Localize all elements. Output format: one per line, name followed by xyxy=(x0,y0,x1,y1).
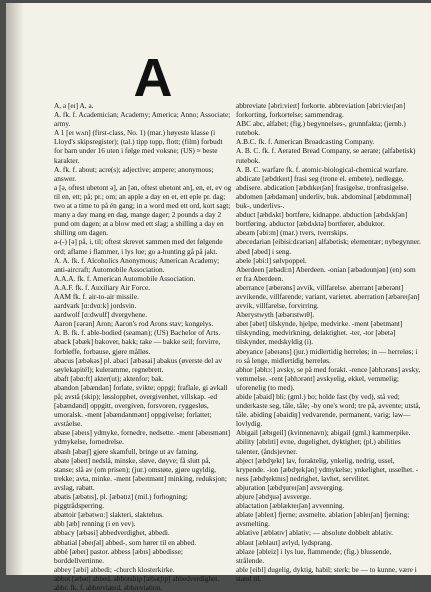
dictionary-page xyxy=(6,3,431,592)
dictionary-entry: ablative [æblətɪv] ablativ; — absolute dobbelt ablativ. xyxy=(236,528,393,538)
dictionary-entry: abbreviate [əbri:vieɪt] forkorte. abbreviation [əbri:vieɪʃən] forkorting, forkortelse; sammendrag. xyxy=(236,101,406,120)
dictionary-entry: abjuration [æbdʒureɪʃən] avsverging. xyxy=(236,482,344,492)
dictionary-entry: aberrance [æberəns] avvik, villfarelse. aberrant [æberənt] avvikende, villfarende; variant, varietet. aberration [æbəreɪʃən] avvik, villfarelse, forvirring. xyxy=(236,282,420,311)
dictionary-entry: A 1 [eɪ wʌn] (first-class, No. 1) (mar.) høyeste klasse (i Lloyd's skipsregister); (tal.) tipp topp, flott; (film) forbudt for barn under 16 uten i følge med voksne; (US) ≈ beste karakter. xyxy=(54,128,223,165)
dictionary-entry: abdicate [æbdɪkeɪt] frasi seg (trone el. embete), nedlegge, abdisere. abdication [æbdɪkeɪʃən] frasigelse, tronfrasigelse. xyxy=(236,173,409,192)
binding-shadow xyxy=(6,3,24,575)
dictionary-entry: Aaron [ɛərən] Aron; Aaron's rod Arons stav; kongelys. xyxy=(54,319,214,329)
dictionary-entry: abhor [əbhɔ:] avsky, se på med forakt. -rence [əbhɔrəns] avsky, vemmelse. -rent [əbhɔrənt] avskyelig, ekkel, vemmelig; uforenelig (to med). xyxy=(236,364,421,392)
dictionary-entry: A.A.A. fk. f. American Automobile Association. xyxy=(54,273,196,283)
dictionary-entry: ABC abc, alfabet; (fig.) begynnelses-, grunnfakta; (jernb.) rutebok. xyxy=(236,119,406,138)
dictionary-entry: abject [æbdʒekt] lav, foraktelig, ynkelig, nedrig, ussel, krypende. -ion [æbdʒekʃən] ydmykelse; ynkelighet, usselhet. -ness [æbdʒektnɪs] nedrighet, lavhet, servilitet. xyxy=(236,455,419,483)
dictionary-entry: AAM fk. f. air-to-air missile. xyxy=(54,291,139,301)
dictionary-entry: Aberdeen [æbədi:n] Aberdeen. -onian [æbədounjən] (en) som er fra Aberdeen. xyxy=(236,264,416,283)
dictionary-entry: aardvark [ɑ:dvɑ:k] jordsvin. xyxy=(54,301,137,311)
left-column xyxy=(54,101,232,592)
right-column xyxy=(236,101,421,583)
dictionary-entry: abate [əbeɪt] nedslå, minske, sløve, døyve; få slutt på, stanse; slå av (om prisen); (jur.) omstøte, gjøre ugyldig, trekke; avta, minke. -ment [əbeɪtmənt] minking, reduksjon; avslag, rabatt. xyxy=(54,455,227,492)
dictionary-entry: abaft [əbɑ:ft] akter(ut); aktenfor; bak. xyxy=(54,373,164,383)
dictionary-entry: abash [əbæʃ] gjøre skamfull, bringe ut av fatning. xyxy=(54,446,199,456)
section-letter: A xyxy=(133,48,173,108)
dictionary-entry: abase [əbeɪs] ydmyke, fornedre, nedsette. -ment [əbeɪsmənt] ydmykelse, fornedrelse. xyxy=(54,428,231,447)
dictionary-entry: A. fk. f. Academician; Academy; America; Anno; Associate; army. xyxy=(54,110,231,129)
dictionary-entry: A. B. C. warfare fk. f. atomic-biological-chemical warfare. xyxy=(236,164,409,174)
dictionary-entry: abecedarian [eibisi:dɛəriən] alfabetisk; elementær; nybegynner. xyxy=(236,237,421,247)
dictionary-entry: abele [əbi:l] sølvpoppel. xyxy=(236,255,307,265)
dictionary-entry: abbot [æbət] abbed. abbotship [æbətʃɪp] abbedverdighet. xyxy=(54,573,220,583)
dictionary-entry: a [ə, oftest ubetont ə], an [ən, oftest ubetont ən], en, et, ev og til en, ett; på; pr.; om; an apple a day en et, ett eple pr. dag; two at a time to på én gang; in a word med ett ord, kort sagt; many a day mang en dag, mange dager; 2 pounds a day 2 pund om dagen; at a blow med ett slag; a shilling a day en shilling om dagen. xyxy=(54,182,232,238)
dictionary-entry: a-(-) [ə] på, i, til; oftest skrevet sammen med det følgende ord; aflame i flammer, i lys lue; go a-hunting gå på jakt. xyxy=(54,237,223,256)
dictionary-entry: abbr. fk. f. abbreviated, abbreviation. xyxy=(54,582,162,592)
dictionary-entry: Abigail [æbɪgeil] (kvinnenavn); abigail (gml.) kammerpike. xyxy=(236,428,411,438)
dictionary-entry: A. fk. f. about; acre(s); adjective; ampere; anonymous; answer. xyxy=(54,164,214,183)
dictionary-entry: able [eibl] dugelig, dyktig, habil; sterk; be — to kunne, være i stand til. xyxy=(236,564,417,583)
dictionary-entry: abbey [æbi] abbedi; -church klosterkirke. xyxy=(54,564,175,574)
dictionary-entry: abduct [æbdʌkt] bortføre, kidnappe. abduction [æbdʌkʃən] bortføring. abductor [æbdʌktə] bortfører, abduktor. xyxy=(236,210,408,229)
dictionary-entry: abbatial [əbeɪʃəl] abbed-, som hører til en abbed. xyxy=(54,537,197,547)
dictionary-entry: abdomen [æbdəmən] underliv, buk. abdominal [æbdɒmɪnəl] buk-, underlivs-. xyxy=(236,191,412,211)
dictionary-entry: abeyance [əbeɪəns] (jur.) midlertidig herreløs; in — herreløs; i ro så lenge, midlertidig herreløs. xyxy=(236,346,418,365)
dictionary-entry: abet [əbet] tilskynde, hjelpe, medvirke. -ment [əbetmənt] tilskynding, medvirkning, delaktighet. -ter, -tor [əbetə] tilskynder, medskyldig (i). xyxy=(236,319,403,347)
dictionary-entry: abeam [əbi:m] (mar.) tvers, tverrskips. xyxy=(236,228,349,238)
dictionary-entry: Aberystwyth [æbərɪstwɪθ]. xyxy=(236,310,315,320)
dictionary-entry: aardwolf [ɑ:dwulf] dvergvhene. xyxy=(54,310,148,320)
dictionary-entry: A.B.C. fk. f. American Broadcasting Company. xyxy=(236,137,375,147)
dictionary-entry: A. B. C. fk. f. Aerated Bread Company, se aerate; (alfabetisk) rutebok. xyxy=(236,146,416,165)
dictionary-entry: abide [əbaid] bli; (gml.) bo; holde fast (by ved), stå ved; underkaste seg, tåle, tåle; -by one's word; tre på, avvente; utstå, tåle. abiding [əbaidiŋ] vedvarende, permanent, varig; law— lovlydig. xyxy=(236,392,421,429)
dictionary-entry: ablate [əbleɪt] fjerne; avsmelte. ablation [əbleɪʃən] fjerning; avsmelting. xyxy=(236,510,410,529)
dictionary-entry: abbacy [æbəsi] abbedverdighet, abbedi. xyxy=(54,528,170,538)
dictionary-entry: abatis [æbətɪs], pl. [æbətɪz] (mil.) forhogning; piggtrådsperring. xyxy=(54,492,188,511)
dictionary-entry: ablaut [æblaut] avlyd, lydsprang. xyxy=(236,537,333,547)
dictionary-entry: A. B. fk. f. able-bodied (seaman); (US) Bachelor of Arts. xyxy=(54,328,221,338)
dictionary-entry: abandon [əbændən] forlate, svikte; oppgi; fraflale, gi avkall på; avstå (skip); løsslopphet, overgivenhet, villskap. -ed [əbændənd] oppgitt, overgiven, forsvoren, ryggesløs, umoralsk. -ment [əbændənmənt] oppgivelse; forlattet; avståelse. xyxy=(54,382,228,429)
dictionary-entry: abed [əbed] i seng. xyxy=(236,246,292,256)
dictionary-entry: abacus [æbəkəs] pl. abaci [æbəsai] abakus (øverste del av søylekapitél); kuleramme, regnebrett. xyxy=(54,355,222,374)
dictionary-entry: aback [əbæk] bakover, bakk; take — bakke seil; forvirre, forbløffe, forbause, gjøre målløs. xyxy=(54,337,221,356)
dictionary-entry: ablaze [əbleiz] i lys lue, flammende; (fig.) blussende, strålende. xyxy=(236,546,392,565)
dictionary-entry: A.A.F. fk. f. Auxiliary Air Force. xyxy=(54,282,151,292)
dictionary-entry: abattoir [æbətwɑ:] slakteri, slaktehus. xyxy=(54,510,164,520)
dictionary-entry: A. A. fk. f. Alcoholics Anonymous; American Academy; anti-aircraft; Automobile Association. xyxy=(54,255,220,274)
dictionary-entry: A, a [eɪ] A, a. xyxy=(54,101,94,110)
dictionary-entry: abbé [æbeɪ] pastor. abbess [æbɪs] abbedisse; borddellvertinne. xyxy=(54,546,183,565)
dictionary-entry: abb [æb] renning (i en vev). xyxy=(54,519,136,529)
dictionary-entry: abjure [əbdʒuə] avsverge. xyxy=(236,492,312,502)
dictionary-entry: ability [əbɪlɪti] evne, dugelighet, dyktighet; (pl.) abilities talenter, (ånds)evner. xyxy=(236,437,401,456)
dictionary-entry: ablactation [æblækteɪʃən] avvenning. xyxy=(236,501,345,511)
